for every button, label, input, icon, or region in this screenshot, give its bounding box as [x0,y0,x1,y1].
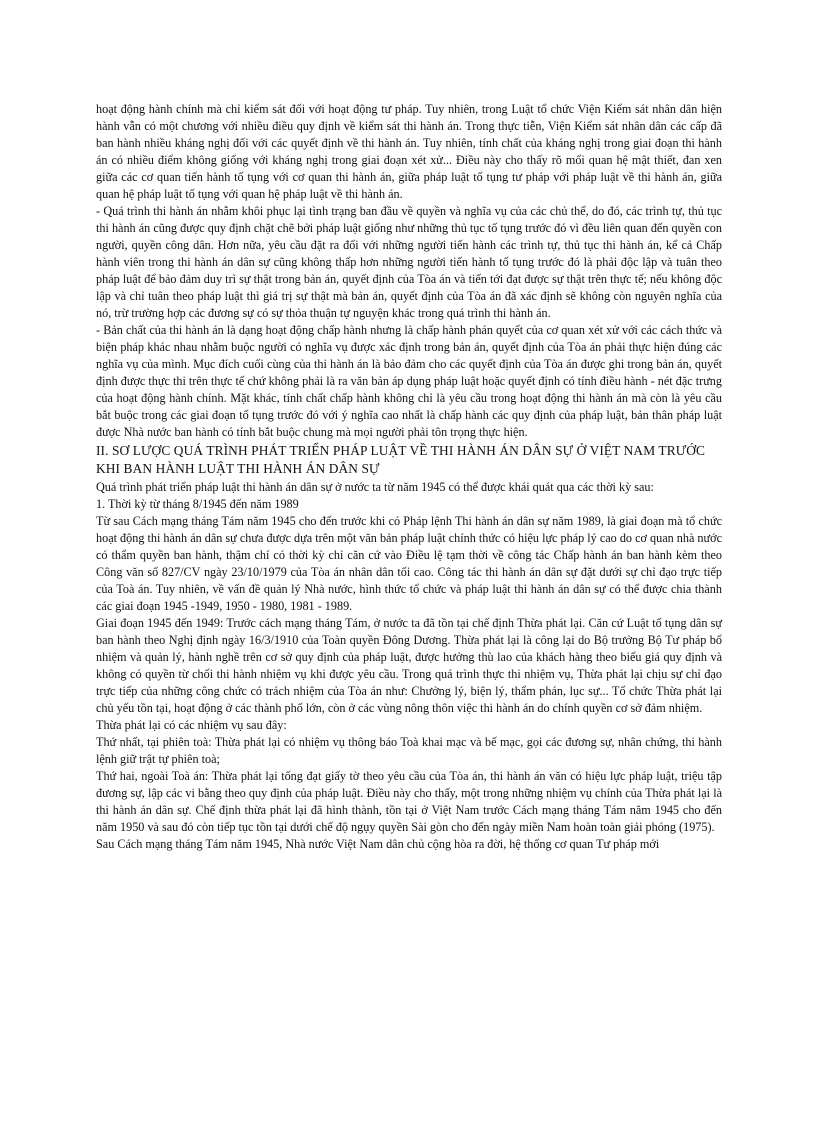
intro-paragraph: Quá trình phát triển pháp luật thi hành án dân sự ở nước ta từ năm 1945 có thể được khái quát qua các thời kỳ sau: [96,480,654,494]
paragraph-4: Từ sau Cách mạng tháng Tám năm 1945 cho đến trước khi có Pháp lệnh Thi hành án dân sự năm 1989, là giai đoạn mà tổ chức hoạt động thi hành án dân sự chưa được dựa trên một văn bản pháp luật chính thức có hiệu lực pháp lý cao do cơ quan nhà nước có thẩm quyền ban hành, thậm chí có thời kỳ chỉ căn cứ vào Điều lệ tạm thời về công tác Chấp hành án ban hành kèm theo Công văn số 827/CV ngày 23/10/1979 của Tòa án nhân dân tối cao. Công tác thi hành án dân sự đặt dưới sự chỉ đạo trực tiếp của Toà án. Tuy nhiên, về vấn đề quản lý Nhà nước, hình thức tổ chức và pháp luật thi hành án dân sự có thể được chia thành các giai đoạn 1945 -1949, 1950 - 1980, 1981 - 1989. [96,514,722,613]
paragraph-5: Giai đoạn 1945 đến 1949: Trước cách mạng tháng Tám, ở nước ta đã tồn tại chế định Thừa phát lại. Căn cứ Luật tố tụng dân sự ban hành theo Nghị định ngày 16/3/1910 của Toàn quyền Đông Dương. Thừa phát lại là công lại do Bộ trưởng Bộ Tư pháp bổ nhiệm và quản lý, hành nghề trên cơ sở quy định của pháp luật, được hưởng thù lao của khách hàng theo biểu giá quy định và không có quyền từ chối thi hành nhiệm vụ khi được yêu cầu. Trong quá trình thực thi nhiệm vụ, Thừa phát lại chịu sự chỉ đạo trực tiếp của những công chức có trách nhiệm của Tòa án như: Chưởng lý, biện lý, thẩm phán, lục sự... Tổ chức Thừa phát lại chủ yếu tồn tại, hoạt động ở các thành phố lớn, còn ở các vùng nông thôn việc thi hành án do chính quyền cơ sở đảm nhiệm. [96,616,722,715]
paragraph-1: hoạt động hành chính mà chỉ kiểm sát đối với hoạt động tư pháp. Tuy nhiên, trong Luật tổ chức Viện Kiểm sát nhân dân hiện hành vẫn có một chương với nhiều điều quy định về kiểm sát thi hành án. Trong thực tiễn, Viện Kiểm sát nhân dân các cấp đã ban hành nhiều kháng nghị đối với các quyết định về thi hành án. Tuy nhiên, tính chất của kháng nghị trong giai đoạn thi hành án có nhiều điểm không giống với kháng nghị trong giai đoạn xét xử... Điều này cho thấy rõ mối quan hệ mật thiết, đan xen giữa các cơ quan tiến hành tố tụng với cơ quan thi hành án, giữa pháp luật tố tụng tư pháp với pháp luật về thi hành án, giữa quan hệ pháp luật tố tụng với quan hệ pháp luật về thi hành án. [96,102,722,201]
period-title: 1. Thời kỳ từ tháng 8/1945 đến năm 1989 [96,497,299,511]
paragraph-9: Sau Cách mạng tháng Tám năm 1945, Nhà nước Việt Nam dân chủ cộng hòa ra đời, hệ thống cơ quan Tư pháp mới [96,837,660,851]
paragraph-2: - Quá trình thi hành án nhằm khôi phục lại tình trạng ban đầu về quyền và nghĩa vụ của các chủ thể, do đó, các trình tự, thủ tục thi hành án cũng được quy định chặt chẽ bởi pháp luật giống như những thủ tục tố tụng trước đó vì đều liên quan đến quyền con người, quyền công dân. Hơn nữa, yêu cầu đặt ra đối với những người tiến hành các trình tự, thủ tục thi hành án, kể cả Chấp hành viên trong thi hành án dân sự cũng không thấp hơn những người tiến hành tố tụng trước đó là phải độc lập và tuân theo pháp luật để bảo đảm duy trì sự thật trong bản án, quyết định của Tòa án và tiến tới đạt được sự thật trên thực tế; nếu không độc lập và chỉ tuân theo pháp luật thì giá trị sự thật mà bản án, quyết định của Tòa án đã xác định sẽ không còn nguyên nghĩa của nó, trừ trường hợp các đương sự có sự thỏa thuận tự nguyện khác trong quá trình thi hành án. [96,204,722,320]
paragraph-6: Thừa phát lại có các nhiệm vụ sau đây: [96,718,287,732]
paragraph-8: Thứ hai, ngoài Toà án: Thừa phát lại tống đạt giấy tờ theo yêu cầu của Tòa án, thi hành án văn có hiệu lực pháp luật, triệu tập đương sự, lập các vi bằng theo quy định của pháp luật. Điều này cho thấy, một trong những nhiệm vụ chính của Thừa phát lại là thi hành án dân sự. Chế định thừa phát lại đã hình thành, tồn tại ở Việt Nam trước Cách mạng tháng Tám năm 1945 cho đến năm 1950 và sau đó còn tiếp tục tồn tại dưới chế độ ngụy quyền Sài gòn cho đến ngày miền Nam hoàn toàn giải phóng (1975). [96,769,722,834]
document-page [96,101,722,853]
paragraph-7: Thứ nhất, tại phiên toà: Thừa phát lại có nhiệm vụ thông báo Toà khai mạc và bế mạc, gọi các đương sự, nhân chứng, thi hành lệnh giữ trật tự phiên toà; [96,735,722,766]
paragraph-3: - Bản chất của thi hành án là dạng hoạt động chấp hành nhưng là chấp hành phán quyết của cơ quan xét xử với các cách thức và biện pháp khác nhau nhằm buộc người có nghĩa vụ được xác định trong bản án, quyết định của Tòa án phải thực hiện đúng các nghĩa vụ của mình. Mục đích cuối cùng của thi hành án là bảo đảm cho các quyết định của Tòa án được ghi trong bản án, quyết định được thực thi trên thực tế chứ không phải là ra văn bản áp dụng pháp luật hoặc quyết định có tính điều hành - nét đặc trưng của hoạt động hành chính. Mặt khác, tính chất chấp hành không chỉ là yêu cầu trong hoạt động thi hành án mà còn là yêu cầu bắt buộc trong các giai đoạn tố tụng trước đó với ý nghĩa cao nhất là chấp hành các quy định của pháp luật, bản thân pháp luật được Nhà nước ban hành có tính bắt buộc chung mà mọi người phải tôn trọng thực hiện. [96,323,722,439]
section-heading: II. SƠ LƯỢC QUÁ TRÌNH PHÁT TRIỂN PHÁP LUẬT VỀ THI HÀNH ÁN DÂN SỰ Ở VIỆT NAM TRƯỚC KHI BAN HÀNH LUẬT THI HÀNH ÁN DÂN SỰ [96,443,706,476]
